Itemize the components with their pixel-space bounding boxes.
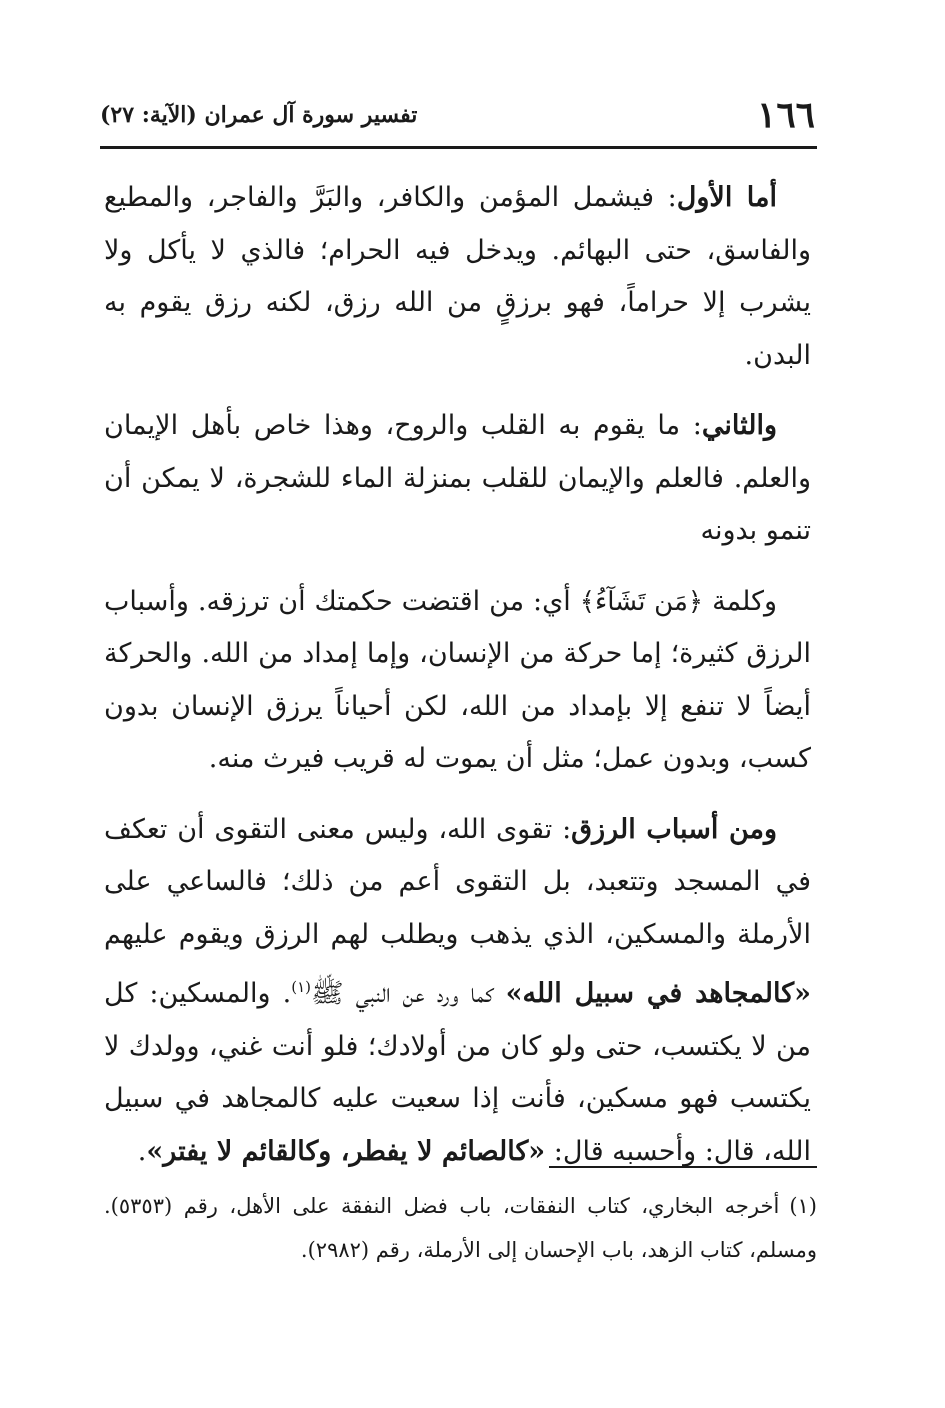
header-divider xyxy=(100,146,817,149)
paragraph-text: أي: من اقتضت حكمتك أن ترزقه. وأسباب الرزق كثيرة؛ إما حركة من الإنسان، وإما إمداد من الله. والحركة أيضاً لا تنفع إلا بإمداد من الله، لكن أحياناً يرزق الإنسان بدون كسب، وبدون عمل؛ مثل أن يموت له قريب فيرث منه. xyxy=(104,585,811,774)
footnote-text: أخرجه البخاري، كتاب النفقات، باب فضل النفقة على الأهل، رقم (٥٣٥٣). ومسلم، كتاب الزهد، باب الإحسان إلى الأرملة، رقم (٢٩٨٢). xyxy=(104,1194,817,1262)
footnote-number: (١) xyxy=(789,1194,817,1218)
paragraph-second xyxy=(104,400,811,558)
paragraph-lead: أما الأول xyxy=(676,182,777,213)
main-text xyxy=(104,172,811,1196)
page-number: ١٦٦ xyxy=(756,94,815,136)
paragraph-text: . xyxy=(137,1135,147,1167)
footnote-reference[interactable]: (١) xyxy=(291,978,311,996)
paragraph-fourth xyxy=(104,804,811,1179)
quran-quote: ﴿مَن تَشَآءُ﴾ xyxy=(579,586,704,617)
paragraph-third xyxy=(104,576,811,786)
paragraph-lead: والثاني xyxy=(701,410,777,441)
paragraph-text: : ما يقوم به القلب والروح، وهذا خاص بأهل الإيمان والعلم. فالعلم والإيمان للقلب بمنزلة الماء للشجرة، لا يمكن أن تنمو بدونه xyxy=(104,410,811,546)
footnote xyxy=(104,1184,817,1272)
footnote-divider xyxy=(549,1166,817,1168)
paragraph-first xyxy=(104,172,811,382)
paragraph-text: . والمسكين: كل من لا يكتسب، حتى ولو كان من أولادك؛ فلو أنت غني، وولدك لا يكتسب فهو مسكين، فأنت إذا سعيت عليه كالمجاهد في سبيل الله، قال: وأحسبه قال: xyxy=(104,978,811,1167)
paragraph-text: وكلمة xyxy=(703,585,778,617)
running-title: تفسير سورة آل عمران (الآية: ٢٧) xyxy=(100,102,418,128)
hadith-quote: «كالصائم لا يفطر، وكالقائم لا يفتر» xyxy=(146,1135,546,1167)
paragraph-text: كما ورد عن النبي ﷺ xyxy=(310,978,506,1009)
page-header xyxy=(100,92,815,138)
paragraph-text: : تقوى الله، وليس معنى التقوى أن تعكف في المسجد وتتعبد، بل التقوى أعم من ذلك؛ فالساعي على الأرملة والمسكين، الذي يذهب ويطلب لهم الرزق ويقوم عليهم xyxy=(104,813,811,950)
paragraph-text: : فيشمل المؤمن والكافر، والبَرَّ والفاجر، والمطيع والفاسق، حتى البهائم. ويدخل فيه الحرام؛ فالذي لا يأكل ولا يشرب إلا حراماً، فهو برزقٍ من الله رزق، لكنه رزق يقوم به البدن. xyxy=(104,182,811,371)
hadith-quote: «كالمجاهد في سبيل الله» xyxy=(505,978,811,1009)
paragraph-lead: ومن أسباب الرزق xyxy=(571,813,777,845)
